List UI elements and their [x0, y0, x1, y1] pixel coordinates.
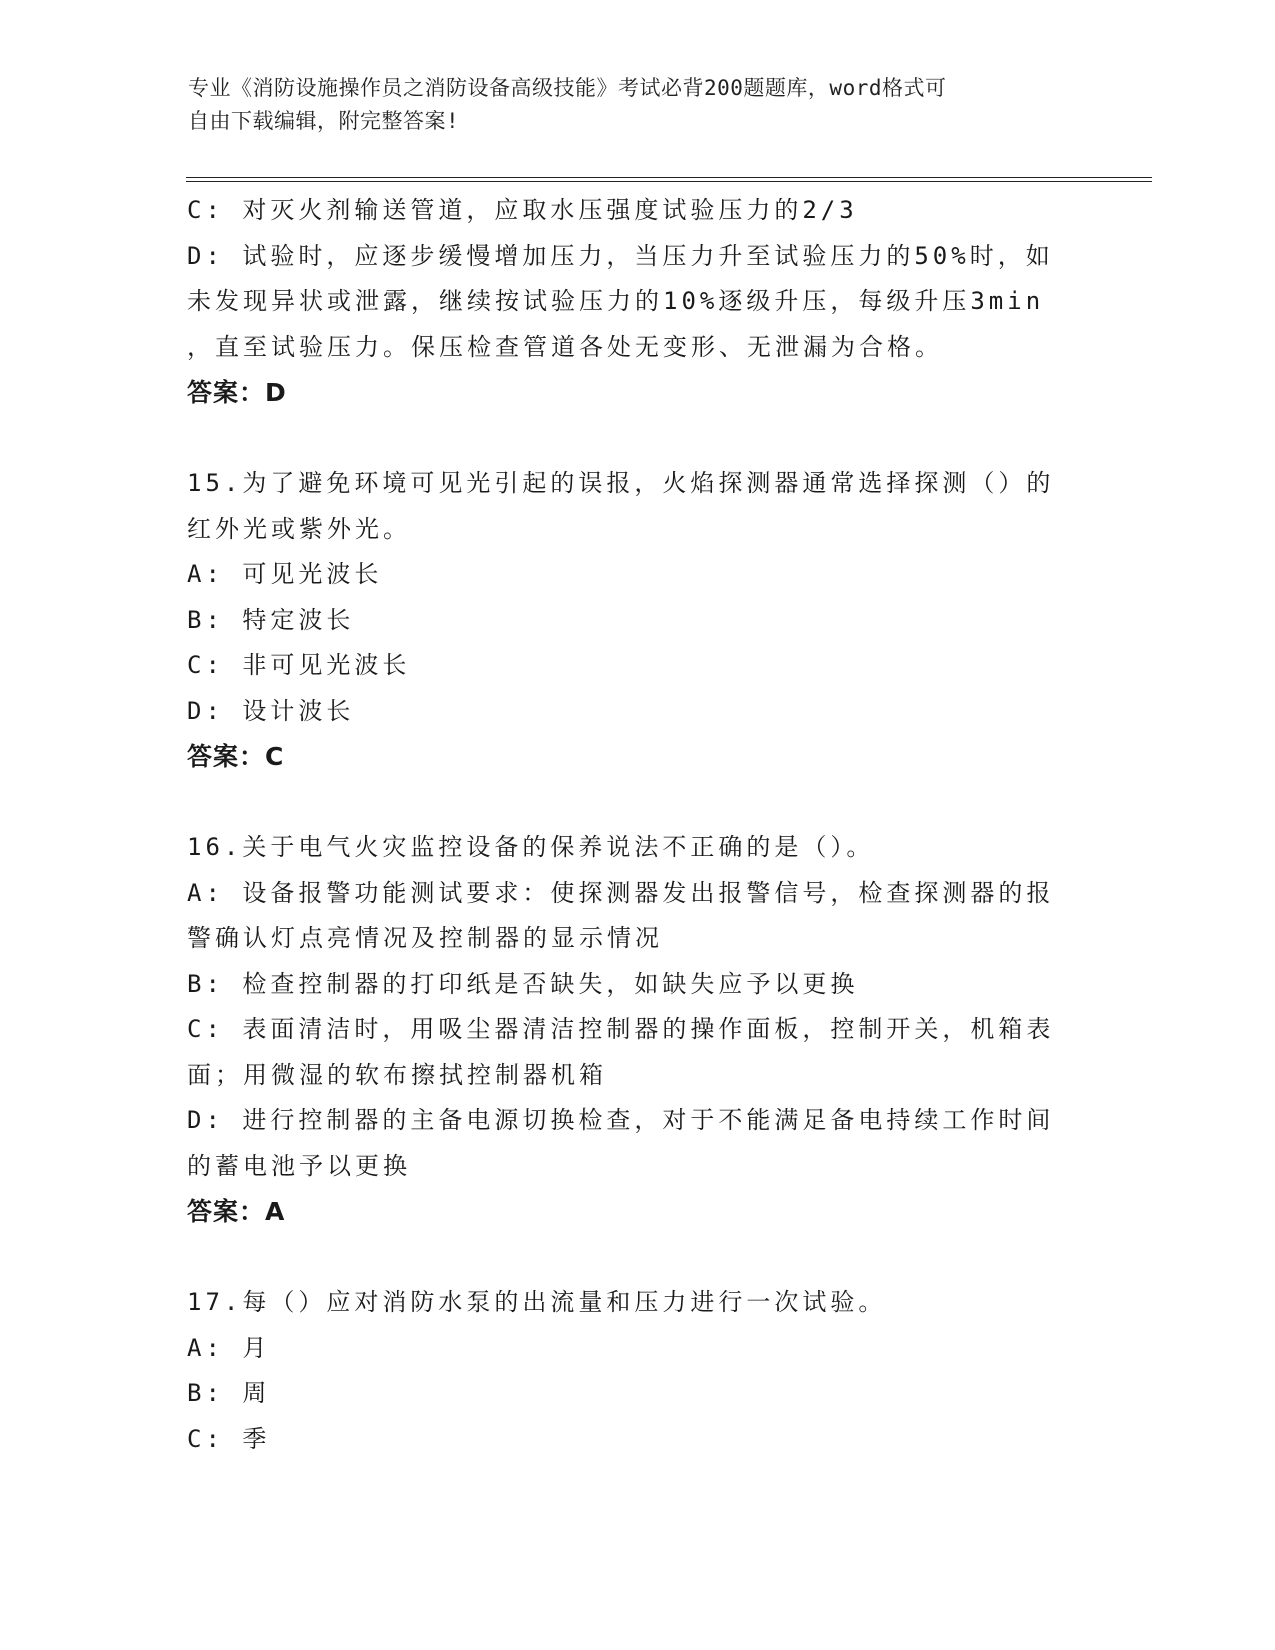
answer-label: 答案：A: [187, 1197, 286, 1226]
option-a-continued: 警确认灯点亮情况及控制器的显示情况: [187, 924, 663, 952]
option-b: B: 特定波长: [187, 605, 355, 634]
option-d: D: 试验时，应逐步缓慢增加压力，当压力升至试验压力的50%时，如: [187, 241, 1054, 270]
question-stem: 17.每（）应对消防水泵的出流量和压力进行一次试验。: [187, 1288, 887, 1316]
option-d-continued: ，直至试验压力。保压检查管道各处无变形、无泄漏为合格。: [187, 332, 943, 361]
document-header: [188, 72, 1068, 138]
option-c: C: 表面清洁时，用吸尘器清洁控制器的操作面板，控制开关，机箱表: [187, 1015, 1055, 1043]
option-d-continued: 的蓄电池予以更换: [187, 1151, 411, 1180]
option-d: D: 进行控制器的主备电源切换检查，对于不能满足备电持续工作时间: [187, 1106, 1055, 1134]
question-17: [187, 1280, 1087, 1462]
option-c: C: 对灭火剂输送管道，应取水压强度试验压力的2/3: [187, 196, 858, 224]
option-a: A: 月: [187, 1333, 271, 1362]
question-stem: 16.关于电气火灾监控设备的保养说法不正确的是（）。: [187, 833, 875, 861]
question-14-continued: [187, 188, 1087, 416]
option-c: C: 非可见光波长: [187, 651, 411, 679]
spacer: [187, 780, 1087, 826]
header-title-line-2: 自由下载编辑，附完整答案!: [188, 109, 460, 133]
option-a: A: 设备报警功能测试要求：使探测器发出报警信号，检查探测器的报: [187, 878, 1055, 907]
question-15: [187, 461, 1087, 780]
option-d-continued: 未发现异状或泄露，继续按试验压力的10%逐级升压，每级升压3min: [187, 287, 1045, 315]
question-stem: 15.为了避免环境可见光引起的误报，火焰探测器通常选择探测（）的: [187, 469, 1055, 497]
answer-label: 答案：C: [187, 742, 285, 771]
option-c: C: 季: [187, 1424, 271, 1453]
question-16: [187, 825, 1087, 1235]
spacer: [187, 1235, 1087, 1281]
question-content: [187, 188, 1087, 1462]
spacer: [187, 416, 1087, 462]
header-title-line-1: 专业《消防设施操作员之消防设备高级技能》考试必背200题题库，word格式可: [188, 76, 947, 100]
option-a: A: 可见光波长: [187, 560, 383, 588]
option-c-continued: 面；用微湿的软布擦拭控制器机箱: [187, 1060, 607, 1089]
option-b: B: 检查控制器的打印纸是否缺失，如缺失应予以更换: [187, 969, 859, 998]
option-d: D: 设计波长: [187, 696, 355, 725]
option-b: B: 周: [187, 1379, 271, 1407]
question-stem-continued: 红外光或紫外光。: [187, 514, 411, 543]
answer-label: 答案：D: [187, 378, 287, 407]
header-divider: [186, 177, 1152, 182]
